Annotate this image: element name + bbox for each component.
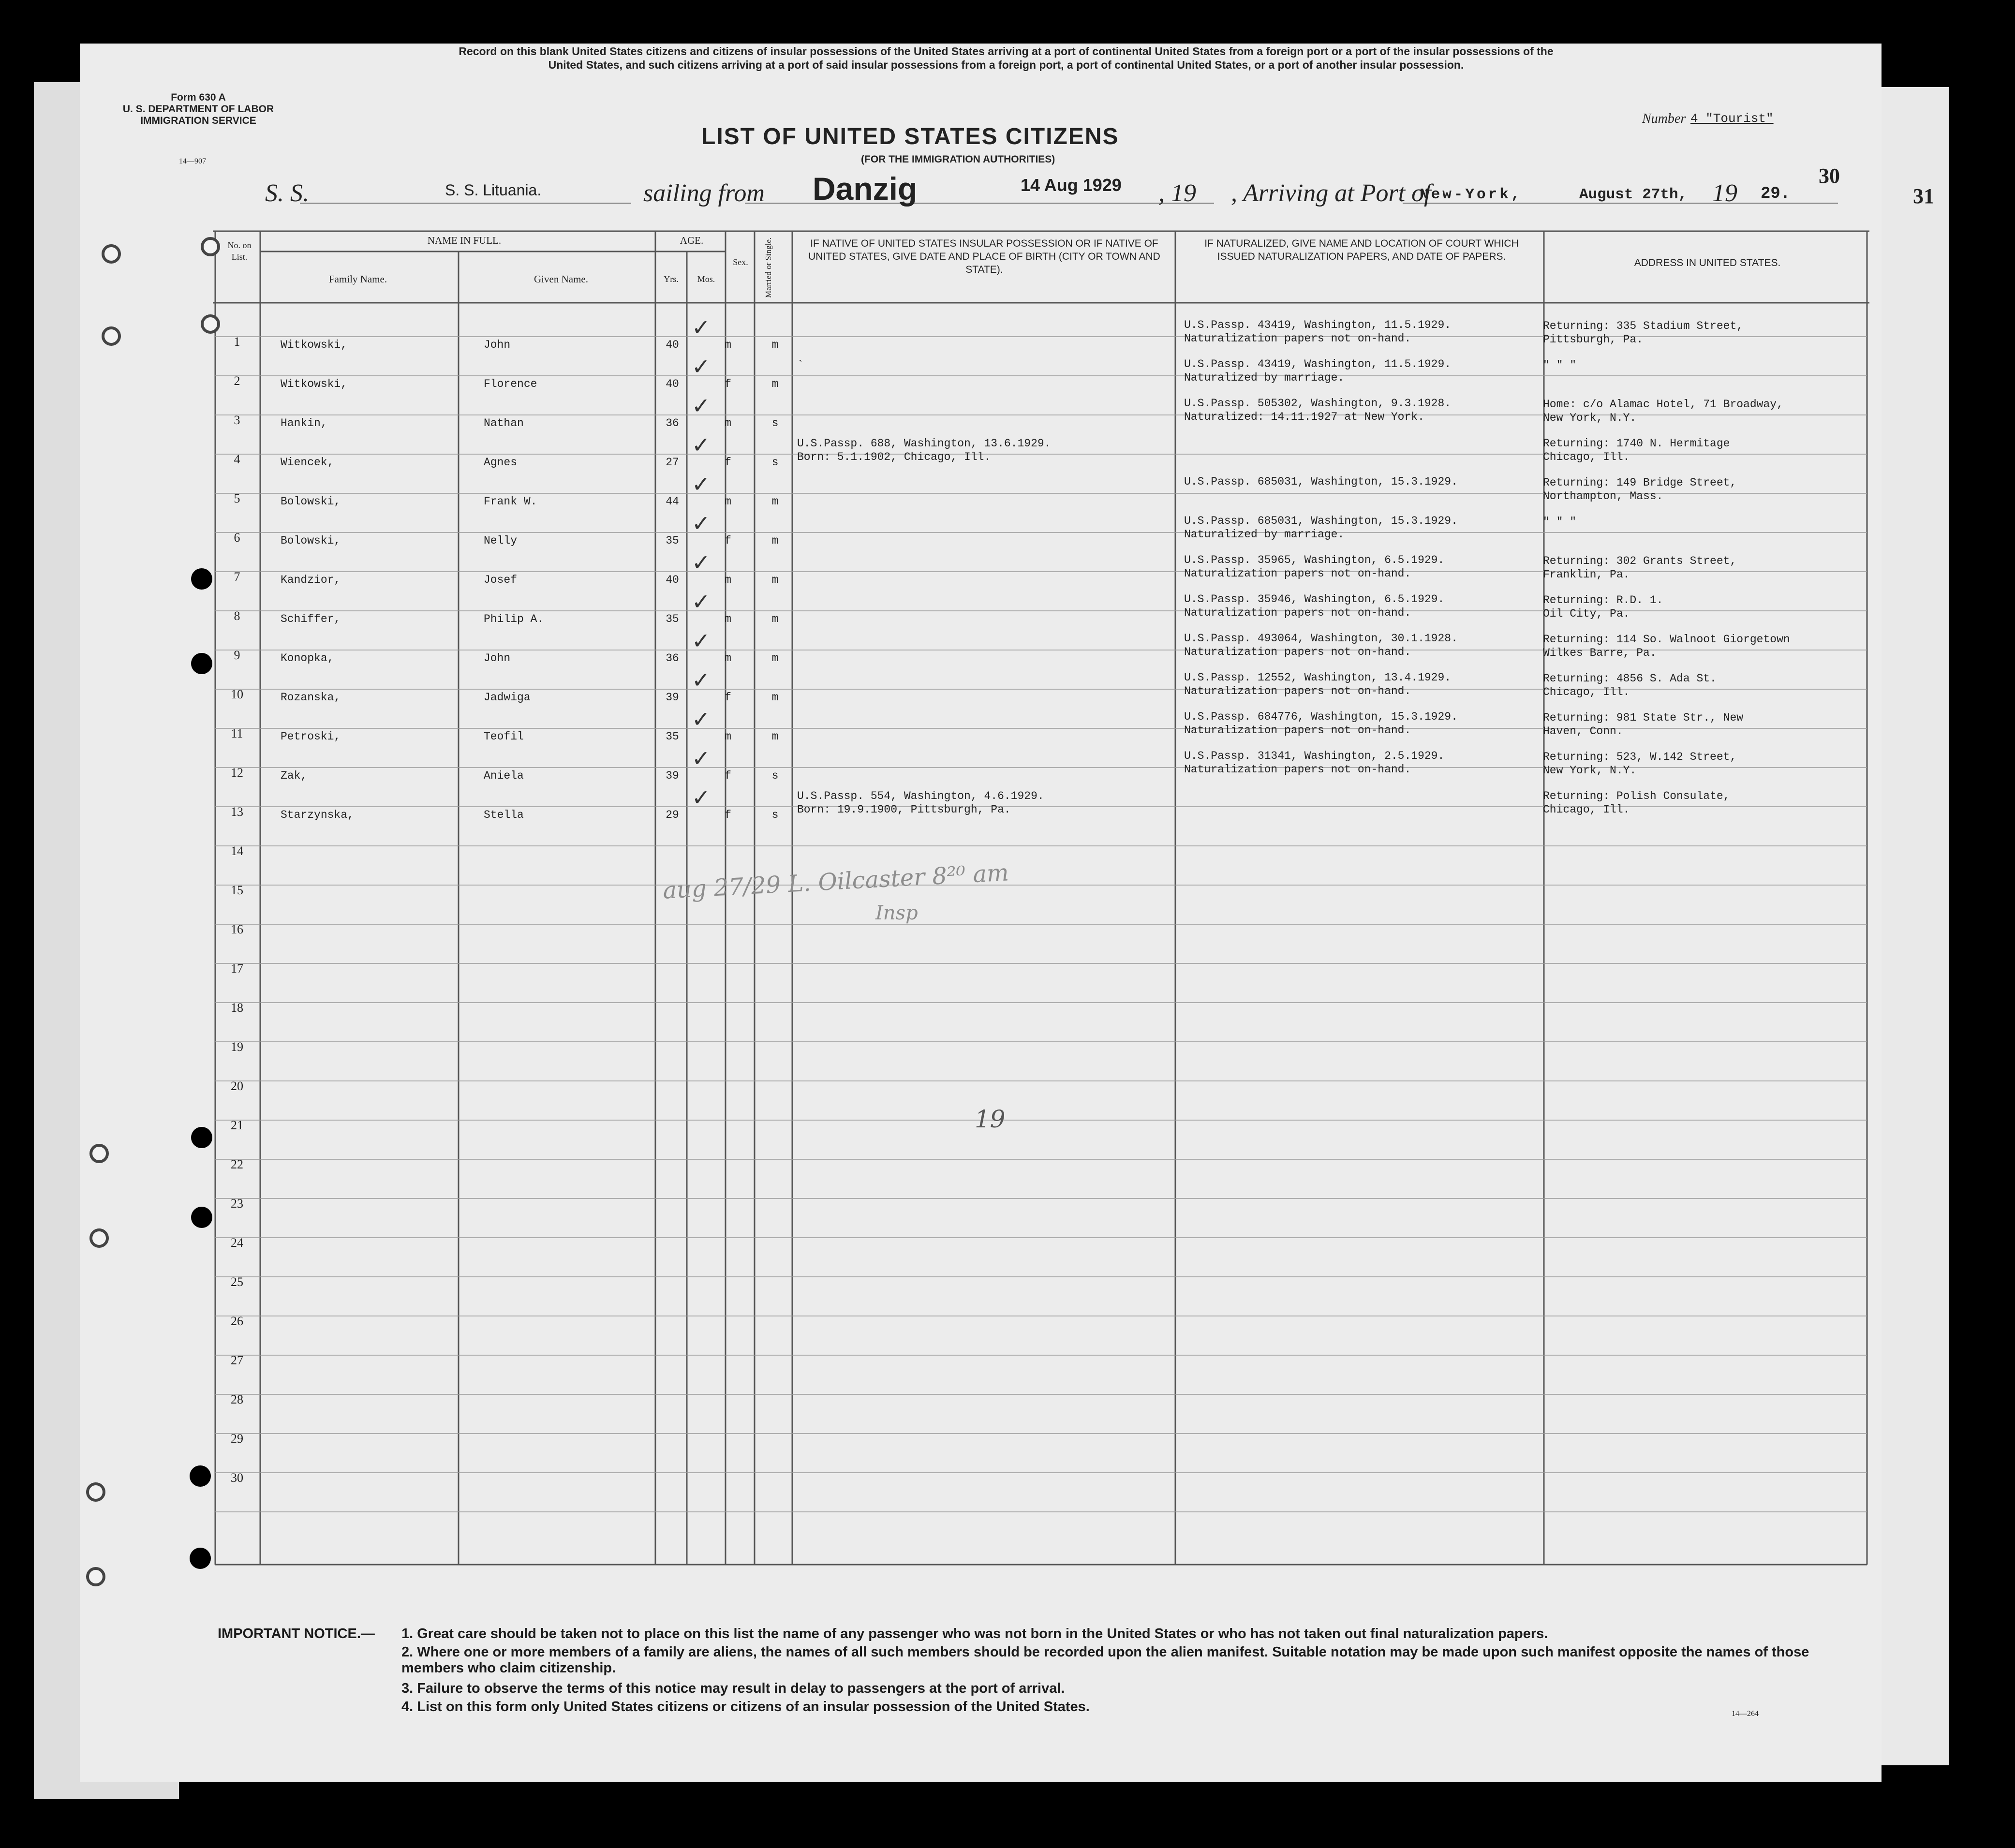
ship-name: S. S. Lituania. (445, 181, 542, 199)
row-number: 17 (231, 961, 243, 976)
naturalization-line2: Naturalized by marriage. (1184, 371, 1345, 384)
naturalization-line1: U.S.Passp. 505302, Washington, 9.3.1928. (1184, 397, 1452, 410)
age-years: 35 (666, 730, 679, 743)
family-name: Witkowski, (281, 378, 348, 390)
marital-status: s (771, 417, 779, 429)
given-name: John (484, 339, 511, 351)
marital-status: m (771, 652, 779, 665)
age-years: 36 (666, 652, 679, 665)
row-number: 6 (234, 531, 240, 545)
birth-info-line1: ` (797, 359, 804, 371)
punch-hole-ring (102, 244, 121, 264)
row-number: 18 (231, 1001, 243, 1015)
sex: m (725, 652, 731, 665)
row-number: 20 (231, 1079, 243, 1093)
birth-info-line1: U.S.Passp. 554, Washington, 4.6.1929. (797, 790, 1044, 802)
col-header-given: Given Name. (534, 273, 588, 285)
naturalization-line1: U.S.Passp. 43419, Washington, 11.5.1929. (1184, 358, 1452, 370)
address-line2: Oil City, Pa. (1543, 607, 1630, 620)
col-header-married: Married or Single. (764, 237, 773, 298)
col-header-native: IF NATIVE OF UNITED STATES INSULAR POSSESSION OR IF NATIVE OF UNITED STATES, GIVE DATE AND PLACE OF BIRTH (CITY OR TOWN AND STATE). (808, 238, 1160, 275)
given-name: Jadwiga (484, 691, 531, 704)
col-header-no: No. on List. (227, 240, 252, 262)
marital-status: m (771, 495, 779, 508)
arrival-year-suffix: 29. (1761, 185, 1791, 203)
age-years: 36 (666, 417, 679, 429)
given-name: Stella (484, 809, 524, 821)
col-header-yrs: Yrs. (664, 274, 679, 284)
form-identifier (102, 92, 295, 127)
address-line1: Returning: 4856 S. Ada St. (1543, 672, 1717, 685)
form-number: Form 630 A (171, 92, 226, 103)
row-number: 3 (234, 413, 240, 427)
age-years: 27 (666, 456, 679, 469)
page-number-right: 31 (1913, 184, 1934, 208)
sex: f (725, 534, 731, 547)
age-years: 35 (666, 534, 679, 547)
naturalization-line1: U.S.Passp. 31341, Washington, 2.5.1929. (1184, 750, 1445, 762)
record-instructions: Record on this blank United States citizens and citizens of insular possessions of the United States arriving at a port of continental United States from a foreign port or a port of the insular possessions of the United States, and such citizens arriving at a port of said insular possessions from a foreign port, a port of continental United States, or a port of another insular possession. (459, 45, 1554, 71)
punch-hole (191, 1207, 212, 1228)
naturalization-line2: Naturalization papers not on-hand. (1184, 332, 1411, 345)
address-line1: Home: c/o Alamac Hotel, 71 Broadway, (1543, 398, 1783, 411)
birth-info-line2: Born: 5.1.1902, Chicago, Ill. (797, 451, 991, 463)
departure-year-prefix: , 19 (1158, 179, 1196, 207)
row-number: 29 (231, 1432, 243, 1446)
naturalization-line1: U.S.Passp. 685031, Washington, 15.3.1929. (1184, 475, 1458, 488)
row-number: 27 (231, 1353, 243, 1367)
checkmark: ✓ (692, 706, 711, 732)
page-number-left: 30 (1819, 164, 1840, 188)
address-line1: " " " (1543, 359, 1577, 371)
row-number: 8 (234, 609, 240, 623)
marital-status: s (771, 769, 779, 782)
checkmark: ✓ (692, 549, 711, 576)
notice-item-1: 1. Great care should be taken not to place on this list the name of any passenger who was not born in the United States or who has not taken out final naturalization papers. (401, 1626, 1548, 1641)
family-name: Bolowski, (281, 495, 341, 508)
naturalization-line1: U.S.Passp. 35946, Washington, 6.5.1929. (1184, 593, 1445, 606)
given-name: Josef (484, 574, 518, 586)
punch-hole-ring (86, 1482, 105, 1502)
inspector-annotation: aug 27/29 L. Oilcaster 8²⁰ am (662, 859, 1009, 904)
family-name: Rozanska, (281, 691, 341, 704)
row-number: 24 (231, 1236, 243, 1250)
address-line2: New York, N.Y. (1543, 764, 1637, 777)
page-count-annotation: 19 (975, 1105, 1006, 1133)
notice-label: IMPORTANT NOTICE.— (218, 1626, 375, 1641)
row-number: 5 (234, 491, 240, 505)
address-line1: Returning: 114 So. Walnoot Giorgetown (1543, 633, 1790, 646)
marital-status: m (771, 339, 779, 351)
birth-info-line1: U.S.Passp. 688, Washington, 13.6.1929. (797, 437, 1051, 450)
form-code: 14—907 (179, 157, 206, 165)
row-number: 10 (231, 687, 243, 701)
checkmark: ✓ (692, 354, 711, 380)
naturalization-line2: Naturalization papers not on-hand. (1184, 685, 1411, 697)
notice-item-2: 2. Where one or more members of a family are aliens, the names of all such members should be recorded upon the alien manifest. Suitable notation may be made upon such manifest opposite the names of those members who claim citizenship. (401, 1644, 1809, 1676)
address-line1: Returning: Polish Consulate, (1543, 790, 1730, 802)
sex: f (725, 809, 731, 821)
sex: f (725, 378, 731, 390)
checkmark: ✓ (692, 314, 711, 340)
naturalization-line2: Naturalization papers not on-hand. (1184, 724, 1411, 737)
address-line1: Returning: 981 State Str., New (1543, 711, 1744, 724)
address-line1: Returning: 1740 N. Hermitage (1543, 437, 1730, 450)
punch-hole-ring (201, 314, 220, 334)
family-name: Konopka, (281, 652, 334, 665)
age-years: 39 (666, 769, 679, 782)
family-name: Schiffer, (281, 613, 341, 625)
punch-hole-ring (86, 1567, 105, 1586)
naturalization-line1: U.S.Passp. 35965, Washington, 6.5.1929. (1184, 554, 1445, 566)
naturalization-line2: Naturalized by marriage. (1184, 528, 1345, 541)
row-number: 4 (234, 452, 240, 466)
row-number: 22 (231, 1157, 243, 1171)
address-line2: Wilkes Barre, Pa. (1543, 647, 1657, 659)
checkmark: ✓ (692, 432, 711, 458)
col-header-naturalized: IF NATURALIZED, GIVE NAME AND LOCATION OF COURT WHICH ISSUED NATURALIZATION PAPERS, AND DATE OF PAPERS. (1204, 238, 1519, 262)
row-number: 26 (231, 1314, 243, 1328)
naturalization-line1: U.S.Passp. 493064, Washington, 30.1.1928. (1184, 632, 1458, 645)
ss-label: S. S. (265, 179, 309, 207)
given-name: John (484, 652, 511, 665)
address-line1: Returning: 523, W.142 Street, (1543, 751, 1737, 763)
given-name: Nathan (484, 417, 524, 429)
address-line1: Returning: 302 Grants Street, (1543, 555, 1737, 567)
sex: f (725, 691, 731, 704)
marital-status: m (771, 691, 779, 704)
notice-item-3: 3. Failure to observe the terms of this notice may result in delay to passengers at the port of arrival. (401, 1681, 1065, 1696)
given-name: Philip A. (484, 613, 544, 625)
sex: f (725, 456, 731, 469)
row-number: 30 (231, 1471, 243, 1485)
sex: m (725, 495, 731, 508)
sex: f (725, 769, 731, 782)
row-number: 11 (231, 726, 243, 740)
col-header-family: Family Name. (328, 273, 387, 285)
given-name: Frank W. (484, 495, 537, 508)
row-number: 15 (231, 883, 243, 897)
punch-hole-ring (89, 1228, 109, 1248)
family-name: Bolowski, (281, 534, 341, 547)
marital-status: s (771, 456, 779, 469)
naturalization-line1: U.S.Passp. 685031, Washington, 15.3.1929. (1184, 515, 1458, 527)
department-name: U. S. DEPARTMENT OF LABOR (122, 103, 274, 115)
address-line2: Pittsburgh, Pa. (1543, 333, 1644, 346)
family-name: Starzynska, (281, 809, 354, 821)
row-number: 13 (231, 805, 243, 819)
service-name: IMMIGRATION SERVICE (140, 115, 256, 126)
marital-status: s (771, 809, 779, 821)
given-name: Nelly (484, 534, 518, 547)
sex: m (725, 730, 731, 743)
col-header-name: NAME IN FULL. (427, 235, 502, 246)
checkmark: ✓ (692, 784, 711, 811)
inspector-annotation-line2: Insp (875, 902, 918, 924)
row-number: 2 (234, 374, 240, 388)
address-line2: Chicago, Ill. (1543, 451, 1630, 463)
naturalization-line2: Naturalization papers not on-hand. (1184, 646, 1411, 658)
row-number: 12 (231, 766, 243, 780)
checkmark: ✓ (692, 628, 711, 654)
page-subtitle: (FOR THE IMMIGRATION AUTHORITIES) (861, 154, 1055, 165)
departure-date-stamp: 14 Aug 1929 (1021, 175, 1122, 195)
age-years: 39 (666, 691, 679, 704)
notice-item-4: 4. List on this form only United States citizens or citizens of an insular possession of the United States. (401, 1699, 1090, 1715)
sex: m (725, 613, 731, 625)
checkmark: ✓ (692, 667, 711, 693)
age-years: 44 (666, 495, 679, 508)
naturalization-line2: Naturalization papers not on-hand. (1184, 606, 1411, 619)
list-number-label: Number (1642, 111, 1686, 126)
row-number: 23 (231, 1197, 243, 1211)
address-line1: " " " (1543, 516, 1577, 528)
bottom-form-code: 14—264 (1732, 1710, 1759, 1718)
given-name: Aniela (484, 769, 524, 782)
given-name: Teofil (484, 730, 524, 743)
family-name: Hankin, (281, 417, 327, 429)
punch-hole (191, 653, 212, 674)
row-number: 7 (234, 570, 240, 584)
address-line1: Returning: 149 Bridge Street, (1543, 476, 1737, 489)
sex: m (725, 417, 731, 429)
family-name: Wiencek, (281, 456, 334, 469)
address-line2: Chicago, Ill. (1543, 686, 1630, 698)
col-header-age: AGE. (680, 235, 704, 246)
age-years: 40 (666, 574, 679, 586)
age-years: 40 (666, 378, 679, 390)
naturalization-line2: Naturalization papers not on-hand. (1184, 567, 1411, 580)
row-number: 16 (231, 922, 243, 936)
arrival-year-prefix: 19 (1712, 179, 1737, 207)
marital-status: m (771, 730, 779, 743)
naturalization-line2: Naturalized: 14.11.1927 at New York. (1184, 411, 1424, 423)
row-number: 28 (231, 1392, 243, 1406)
col-header-address: ADDRESS IN UNITED STATES. (1634, 257, 1781, 268)
age-years: 35 (666, 613, 679, 625)
naturalization-line2: Naturalization papers not on-hand. (1184, 763, 1411, 776)
naturalization-line1: U.S.Passp. 684776, Washington, 15.3.1929. (1184, 710, 1458, 723)
family-name: Petroski, (281, 730, 341, 743)
address-line2: Franklin, Pa. (1543, 568, 1630, 581)
arrival-port: New-York, (1420, 186, 1523, 203)
punch-hole-ring (201, 237, 220, 256)
row-number: 1 (234, 335, 240, 349)
checkmark: ✓ (692, 745, 711, 771)
age-years: 40 (666, 339, 679, 351)
checkmark: ✓ (692, 510, 711, 536)
sex: m (725, 339, 731, 351)
marital-status: m (771, 534, 779, 547)
arriving-label: , Arriving at Port of (1231, 179, 1431, 207)
family-name: Kandzior, (281, 574, 341, 586)
punch-hole-ring (89, 1144, 109, 1163)
marital-status: m (771, 613, 779, 625)
arrival-date: August 27th, (1579, 186, 1688, 203)
sex: m (725, 574, 731, 586)
marital-status: m (771, 574, 779, 586)
given-name: Agnes (484, 456, 518, 469)
naturalization-line1: U.S.Passp. 12552, Washington, 13.4.1929. (1184, 671, 1452, 684)
row-number: 14 (231, 844, 243, 858)
address-line1: Returning: R.D. 1. (1543, 594, 1663, 606)
address-line2: Haven, Conn. (1543, 725, 1623, 738)
list-number-value: 4 "Tourist" (1690, 111, 1774, 126)
checkmark: ✓ (692, 393, 711, 419)
row-number: 21 (231, 1118, 243, 1132)
punch-hole (190, 1548, 211, 1569)
row-number: 25 (231, 1275, 243, 1289)
family-name: Witkowski, (281, 339, 348, 351)
punch-hole (191, 568, 212, 590)
row-number: 19 (231, 1040, 243, 1054)
address-line2: Chicago, Ill. (1543, 803, 1630, 816)
address-line1: Returning: 335 Stadium Street, (1543, 320, 1744, 332)
birth-info-line2: Born: 19.9.1900, Pittsburgh, Pa. (797, 803, 1011, 816)
row-number: 9 (234, 648, 240, 662)
punch-hole (190, 1465, 211, 1487)
departure-port: Danzig (813, 171, 918, 207)
age-years: 29 (666, 809, 679, 821)
punch-hole-ring (102, 326, 121, 346)
col-header-mos: Mos. (697, 274, 715, 284)
col-header-sex: Sex. (733, 257, 748, 267)
given-name: Florence (484, 378, 537, 390)
punch-hole (191, 1127, 212, 1148)
naturalization-line1: U.S.Passp. 43419, Washington, 11.5.1929. (1184, 319, 1452, 331)
page-title: LIST OF UNITED STATES CITIZENS (701, 124, 1119, 149)
marital-status: m (771, 378, 779, 390)
checkmark: ✓ (692, 471, 711, 497)
address-line2: Northampton, Mass. (1543, 490, 1663, 503)
address-line2: New York, N.Y. (1543, 412, 1637, 424)
checkmark: ✓ (692, 589, 711, 615)
sailing-from-label: sailing from (643, 179, 765, 207)
family-name: Zak, (281, 769, 308, 782)
